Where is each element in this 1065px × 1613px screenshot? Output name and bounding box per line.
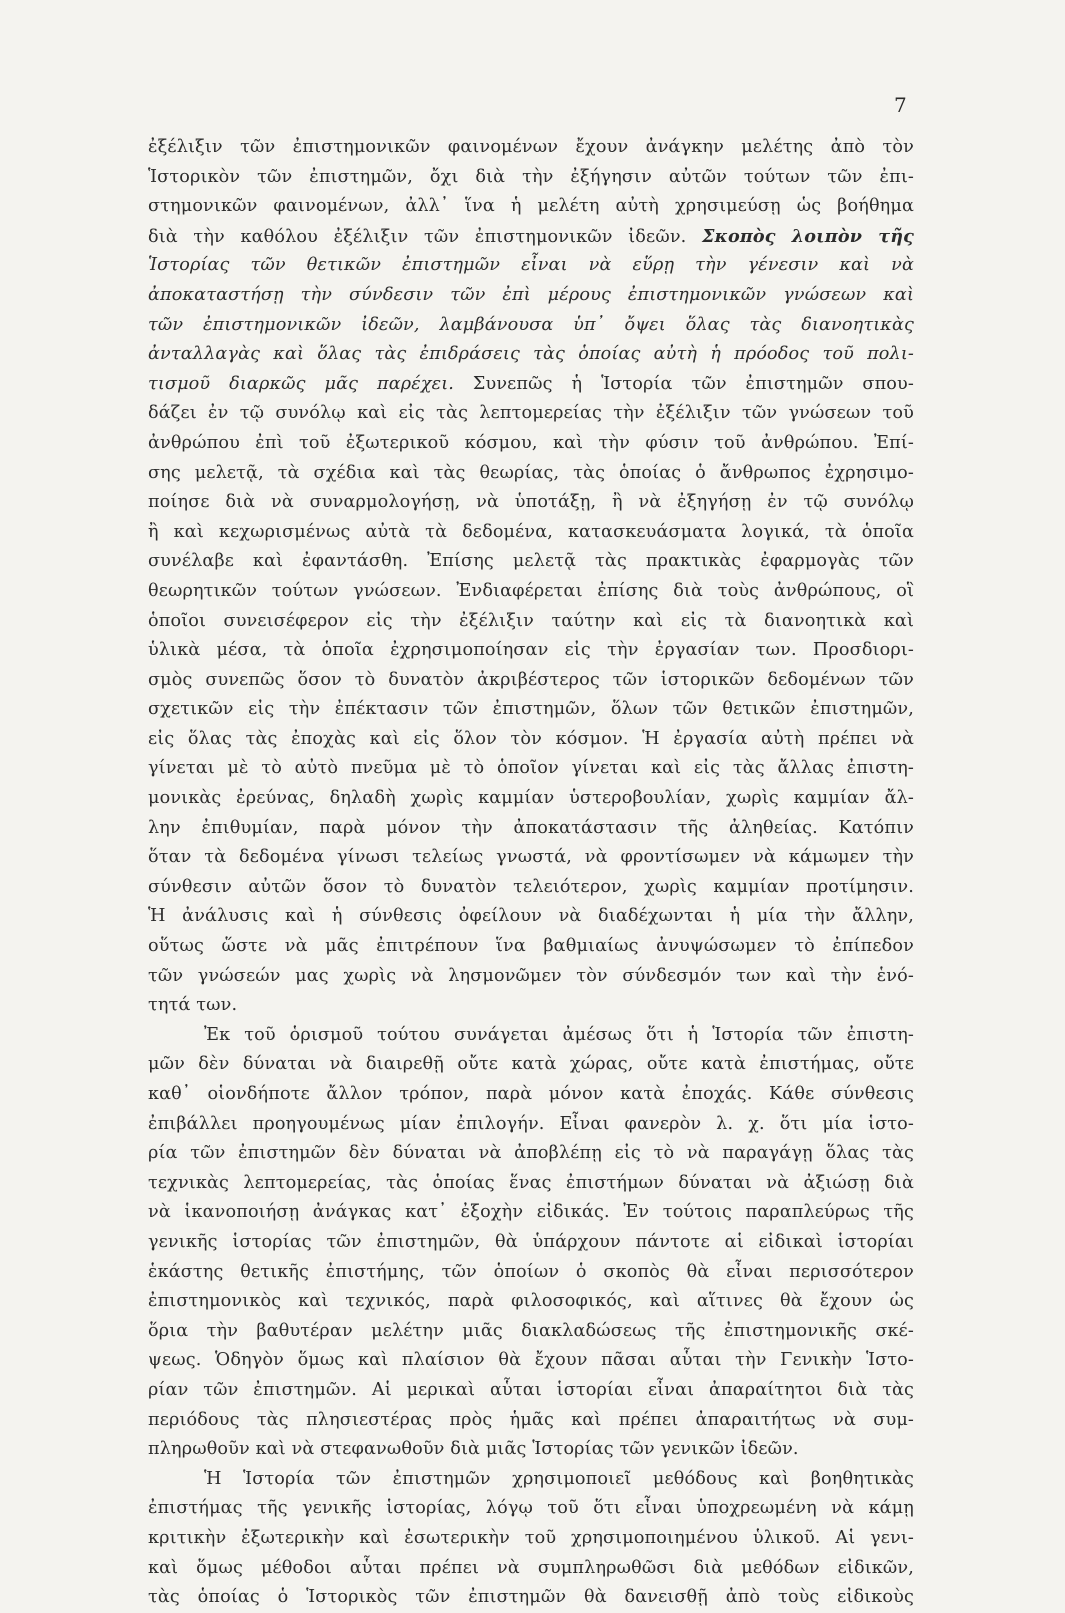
text-line — [148, 962, 914, 992]
text-line — [148, 429, 914, 459]
emphasized-text: ἀνταλλαγὰς καὶ ὅλας τὰς ἐπιδράσεις τὰς ὁποίας αὐτὴ ἡ πρόοδος τοῦ πολι- — [148, 344, 914, 365]
text-line — [148, 488, 914, 518]
text-line — [148, 1524, 914, 1554]
text-segment: διὰ τὴν καθόλου ἐξέλιξιν τῶν ἐπιστημονικῶν ἰδεῶν. — [148, 226, 703, 247]
text-segment: σχετικῶν εἰς τὴν ἐπέκτασιν τῶν ἐπιστημῶν, ὅλων τῶν θετικῶν ἐπιστημῶν, — [148, 699, 914, 720]
text-line — [148, 1258, 914, 1288]
text-segment: ποίησε διὰ νὰ συναρμολογήσῃ, νὰ ὑποτάξῃ, ἢ νὰ ἐξηγήσῃ ἐν τῷ συνόλῳ — [148, 492, 914, 513]
emphasized-text: τισμοῦ διαρκῶς μᾶς παρέχει. — [148, 373, 455, 394]
paragraph — [148, 1465, 914, 1613]
text-line — [148, 932, 914, 962]
text-segment: ἐπιστημονικὸς καὶ τεχνικός, παρὰ φιλοσοφικός, καὶ αἵτινες θὰ ἔχουν ὡς — [148, 1291, 914, 1312]
text-segment: δάζει ἐν τῷ συνόλῳ καὶ εἰς τὰς λεπτομερείας τὴν ἐξέλιξιν τῶν γνώσεων τοῦ — [148, 403, 914, 424]
text-segment: γενικῆς ἱστορίας τῶν ἐπιστημῶν, θὰ ὑπάρχουν πάντοτε αἱ εἰδικαὶ ἱστορίαι — [148, 1231, 914, 1252]
text-segment: Ἡ Ἱστορία τῶν ἐπιστημῶν χρησιμοποιεῖ μεθόδους καὶ βοηθητικὰς — [204, 1468, 914, 1489]
text-segment: σμὸς συνεπῶς ὅσον τὸ δυνατὸν ἀκριβέστερος τῶν ἱστορικῶν δεδομένων τῶν — [148, 669, 914, 690]
text-line — [148, 577, 914, 607]
text-line — [148, 1110, 914, 1140]
text-line — [148, 843, 914, 873]
text-segment: Ἱστορικὸν τῶν ἐπιστημῶν, ὄχι διὰ τὴν ἐξήγησιν αὐτῶν τούτων τῶν ἐπι- — [148, 166, 914, 187]
text-segment: πληρωθοῦν καὶ νὰ στεφανωθοῦν διὰ μιᾶς Ἱστορίας τῶν γενικῶν ἰδεῶν. — [148, 1439, 799, 1460]
body-text — [148, 133, 914, 1613]
text-line — [148, 695, 914, 725]
text-segment: κριτικὴν ἐξωτερικὴν καὶ ἐσωτερικὴν τοῦ χρησιμοποιημένου ὑλικοῦ. Αἱ γενι- — [148, 1527, 914, 1548]
text-line — [148, 1435, 914, 1465]
text-line — [148, 340, 914, 370]
text-segment: τῶν γνώσεών μας χωρὶς νὰ λησμονῶμεν τὸν σύνδεσμόν των καὶ τὴν ἑνό- — [148, 965, 914, 986]
text-line — [148, 873, 914, 903]
text-line — [148, 281, 914, 311]
text-segment: καθ᾽ οἱονδήποτε ἄλλον τρόπον, παρὰ μόνον κατὰ ἐποχάς. Κάθε σύνθεσις — [148, 1084, 914, 1104]
text-line — [148, 222, 914, 252]
text-line — [148, 666, 914, 696]
text-line — [148, 1080, 914, 1110]
text-line — [148, 192, 914, 222]
text-segment: ὅταν τὰ δεδομένα γίνωσι τελείως γνωστά, νὰ φροντίσωμεν νὰ κάμωμεν τὴν — [148, 847, 914, 868]
text-line — [148, 1465, 914, 1495]
text-segment: σης μελετᾷ, τὰ σχέδια καὶ τὰς θεωρίας, τὰς ὁποίας ὁ ἄνθρωπος ἐχρησιμο- — [148, 462, 914, 483]
text-line — [148, 1376, 914, 1406]
text-segment: ρία τῶν ἐπιστημῶν δὲν δύναται νὰ ἀποβλέπῃ εἰς τὸ νὰ παραγάγῃ ὅλας τὰς — [148, 1143, 914, 1164]
text-line — [148, 636, 914, 666]
emphasized-text: τῶν ἐπιστημονικῶν ἰδεῶν, λαμβάνουσα ὑπ᾽ ὄψει ὅλας τὰς διανοητικὰς — [148, 314, 914, 335]
text-line — [148, 311, 914, 341]
text-segment: ἐπιστήμας τῆς γενικῆς ἱστορίας, λόγῳ τοῦ ὅτι εἶναι ὑποχρεωμένη νὰ κάμῃ — [148, 1498, 914, 1519]
text-line — [148, 1346, 914, 1376]
paragraph — [148, 133, 914, 1021]
text-line — [148, 754, 914, 784]
text-line — [148, 1406, 914, 1436]
text-line — [148, 902, 914, 932]
text-segment: σύνθεσιν αὐτῶν ὅσον τὸ δυνατὸν τελειότερον, χωρὶς καμμίαν προτίμησιν. — [148, 876, 914, 897]
text-line — [148, 1050, 914, 1080]
text-line — [148, 1198, 914, 1228]
text-segment: συνέλαβε καὶ ἐφαντάσθη. Ἐπίσης μελετᾷ τὰς πρακτικὰς ἐφαρμογὰς τῶν — [148, 551, 914, 572]
text-line — [148, 518, 914, 548]
text-line — [148, 1583, 914, 1613]
text-line — [148, 370, 914, 400]
text-segment: στημονικῶν φαινομένων, ἀλλ᾽ ἵνα ἡ μελέτη αὐτὴ χρησιμεύσῃ ὡς βοήθημα — [148, 196, 914, 217]
text-segment: ἐξέλιξιν τῶν ἐπιστημονικῶν φαινομένων ἔχουν ἀνάγκην μελέτης ἀπὸ τὸν — [148, 137, 914, 157]
text-line — [148, 991, 914, 1021]
text-segment: ἐπιβάλλει προηγουμένως μίαν ἐπιλογήν. Εἶναι φανερὸν λ. χ. ὅτι μία ἱστο- — [148, 1113, 914, 1134]
text-line — [148, 1287, 914, 1317]
text-segment: τὰς ὁποίας ὁ Ἱστορικὸς τῶν ἐπιστημῶν θὰ δανεισθῇ ἀπὸ τοὺς εἰδικοὺς — [148, 1587, 914, 1608]
text-line — [148, 784, 914, 814]
text-line — [148, 1317, 914, 1347]
text-segment: περιόδους τὰς πλησιεστέρας πρὸς ἡμᾶς καὶ πρέπει ἀπαραιτήτως νὰ συμ- — [148, 1409, 914, 1430]
text-line — [148, 1021, 914, 1051]
emphasized-text: Σκοπὸς λοιπὸν τῆς — [702, 225, 915, 247]
text-segment: γίνεται μὲ τὸ αὐτὸ πνεῦμα μὲ τὸ ὁποῖον γίνεται καὶ εἰς τὰς ἄλλας ἐπιστη- — [148, 758, 914, 779]
text-line — [148, 459, 914, 489]
text-line — [148, 163, 914, 193]
text-line — [148, 251, 914, 281]
text-segment: ὁποῖοι συνεισέφερον εἰς τὴν ἐξέλιξιν ταύτην καὶ εἰς τὰ διανοητικὰ καὶ — [148, 610, 914, 631]
text-segment: ψεως. Ὁδηγὸν ὅμως καὶ πλαίσιον θὰ ἔχουν πᾶσαι αὗται τὴν Γενικὴν Ἱστο- — [148, 1350, 914, 1371]
text-segment: μονικὰς ἐρεύνας, δηλαδὴ χωρὶς καμμίαν ὑστεροβουλίαν, χωρὶς καμμίαν ἄλ- — [148, 788, 914, 809]
text-segment: νὰ ἱκανοποιήσῃ ἀνάγκας κατ᾽ ἐξοχὴν εἰδικάς. Ἐν τούτοις παραπλεύρως τῆς — [148, 1202, 914, 1223]
paragraph — [148, 1021, 914, 1465]
emphasized-text: ἀποκαταστήσῃ τὴν σύνδεσιν τῶν ἐπὶ μέρους ἐπιστημονικῶν γνώσεων καὶ — [148, 284, 914, 305]
text-line — [148, 1169, 914, 1199]
text-segment: ἀνθρώπου ἐπὶ τοῦ ἐξωτερικοῦ κόσμου, καὶ τὴν φύσιν τοῦ ἀνθρώπου. Ἐπί- — [148, 432, 914, 453]
text-line — [148, 1139, 914, 1169]
text-segment: ὑλικὰ μέσα, τὰ ὁποῖα ἐχρησιμοποίησαν εἰς τὴν ἐργασίαν των. Προσδιορι- — [148, 640, 914, 661]
text-segment: μῶν δὲν δύναται νὰ διαιρεθῇ οὔτε κατὰ χώρας, οὔτε κατὰ ἐπιστήμας, οὔτε — [148, 1054, 914, 1075]
text-segment: οὕτως ὥστε νὰ μᾶς ἐπιτρέπουν ἵνα βαθμιαίως ἀνυψώσωμεν τὸ ἐπίπεδον — [148, 936, 914, 957]
text-line — [148, 547, 914, 577]
text-line — [148, 133, 914, 163]
text-segment: Συνεπῶς ἡ Ἱστορία τῶν ἐπιστημῶν σπου- — [454, 373, 914, 394]
text-segment: τεχνικὰς λεπτομερείας, τὰς ὁποίας ἕνας ἐπιστήμων δύναται νὰ ἀξιώσῃ διὰ — [148, 1172, 914, 1193]
text-segment: τητά των. — [148, 995, 238, 1016]
text-line — [148, 1554, 914, 1584]
text-segment: καὶ ὅμως μέθοδοι αὗται πρέπει νὰ συμπληρωθῶσι διὰ μεθόδων εἰδικῶν, — [148, 1557, 914, 1578]
text-line — [148, 399, 914, 429]
text-segment: ὅρια τὴν βαθυτέραν μελέτην μιᾶς διακλαδώσεως τῆς ἐπιστημονικῆς σκέ- — [148, 1320, 914, 1341]
emphasized-text: Ἱστορίας τῶν θετικῶν ἐπιστημῶν εἶναι νὰ εὕρῃ τὴν γένεσιν καὶ νὰ — [148, 255, 914, 276]
text-segment: Ἡ ἀνάλυσις καὶ ἡ σύνθεσις ὀφείλουν νὰ διαδέχωνται ἡ μία τὴν ἄλλην, — [148, 906, 914, 927]
text-line — [148, 607, 914, 637]
text-segment: ρίαν τῶν ἐπιστημῶν. Αἱ μερικαὶ αὗται ἱστορίαι εἶναι ἀπαραίτητοι διὰ τὰς — [148, 1379, 914, 1400]
text-segment: θεωρητικῶν τούτων γνώσεων. Ἐνδιαφέρεται ἐπίσης διὰ τοὺς ἀνθρώπους, οἳ — [148, 580, 914, 601]
text-line — [148, 814, 914, 844]
text-segment: Ἐκ τοῦ ὁρισμοῦ τούτου συνάγεται ἀμέσως ὅτι ἡ Ἱστορία τῶν ἐπιστη- — [204, 1024, 914, 1045]
page-number: 7 — [894, 93, 907, 117]
text-segment: ἑκάστης θετικῆς ἐπιστήμης, τῶν ὁποίων ὁ σκοπὸς θὰ εἶναι περισσότερον — [148, 1261, 914, 1282]
text-line — [148, 1494, 914, 1524]
text-segment: εἰς ὅλας τὰς ἐποχὰς καὶ εἰς ὅλον τὸν κόσμον. Ἡ ἐργασία αὐτὴ πρέπει νὰ — [148, 728, 914, 749]
text-segment: ἢ καὶ κεχωρισμένως αὐτὰ τὰ δεδομένα, κατασκευάσματα λογικά, τὰ ὁποῖα — [148, 521, 914, 542]
text-segment: λην ἐπιθυμίαν, παρὰ μόνον τὴν ἀποκατάστασιν τῆς ἀληθείας. Κατόπιν — [148, 817, 914, 838]
text-line — [148, 725, 914, 755]
text-line — [148, 1228, 914, 1258]
